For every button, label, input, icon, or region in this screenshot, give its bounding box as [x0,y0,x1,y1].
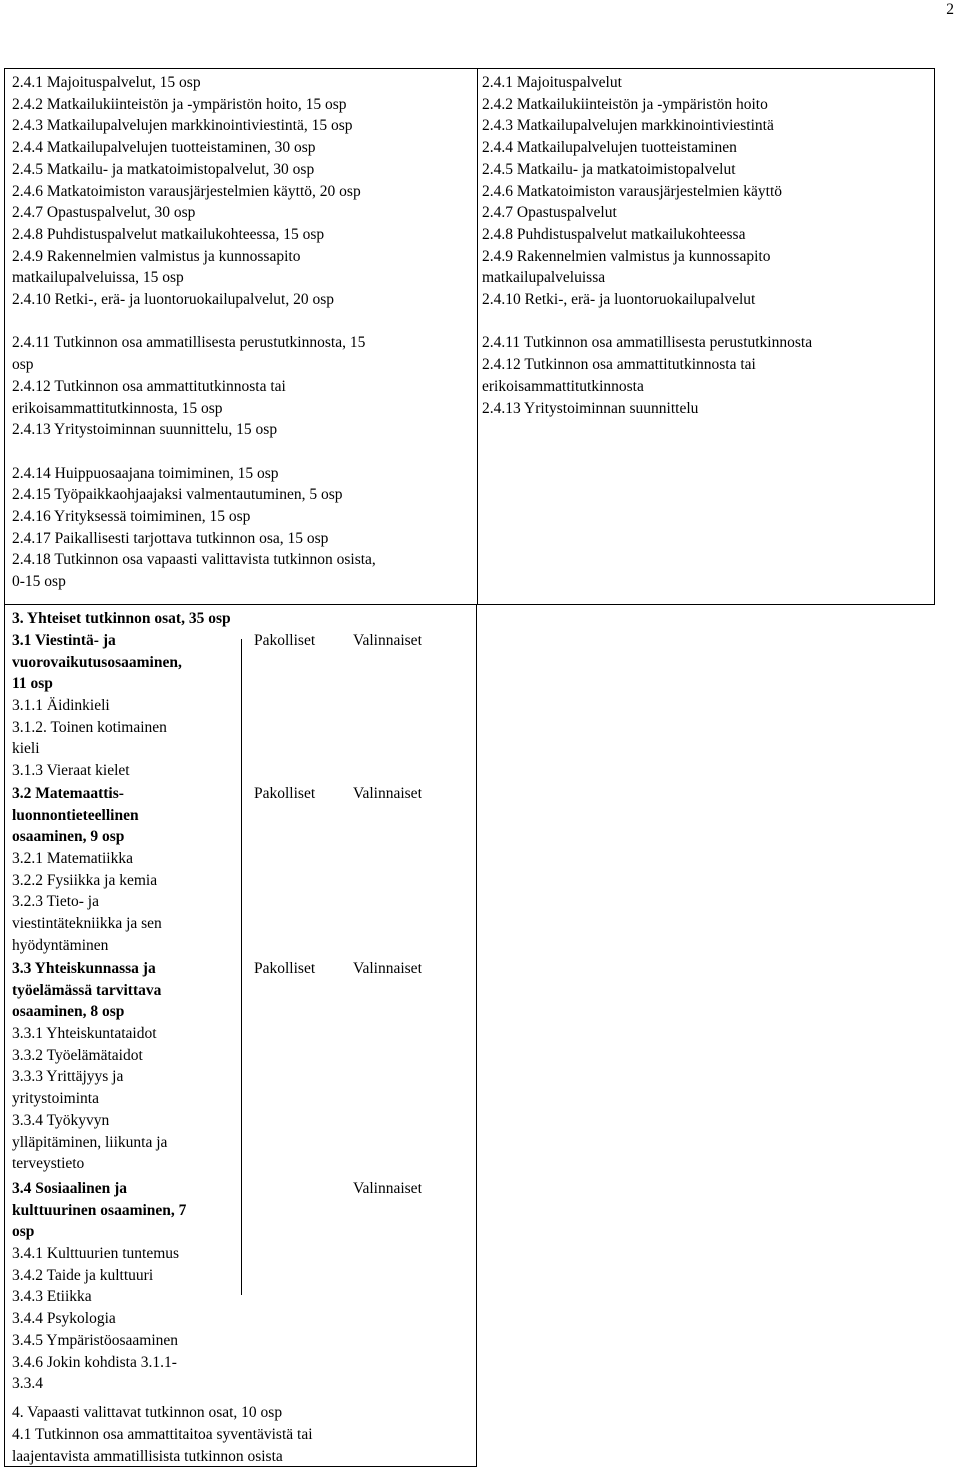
list-item: 2.4.13 Yritystoiminnan suunnittelu [482,399,699,417]
list-item: 2.4.12 Tutkinnon osa ammattitutkinnosta tai [12,377,286,395]
list-item: 0-15 osp [12,573,66,591]
list-item: 3.2.1 Matematiikka [12,850,133,867]
list-item: 3.1.3 Vieraat kielet [12,762,130,780]
list-item: 2.4.17 Paikallisesti tarjottava tutkinnon osa, 15 osp [12,529,329,547]
list-item: ylläpitäminen, liikunta ja [12,1133,168,1151]
list-item: 3.2.2 Fysiikka ja kemia [12,871,158,889]
column-mandatory-label: Pakolliset [254,785,316,802]
list-item: matkailupalveluissa [482,269,606,287]
list-item: terveystieto [12,1155,85,1173]
list-item: 3.4.4 Psykologia [12,1310,116,1328]
list-item: 2.4.9 Rakennelmien valmistus ja kunnossapito [482,247,771,265]
list-item: 3.4.3 Etiikka [12,1288,92,1306]
list-item: 2.4.14 Huippuosaajana toimiminen, 15 osp [12,464,279,482]
section-items-3-2 [12,848,237,957]
free-choice-item [12,1424,470,1467]
list-item: 2.4.2 Matkailukiinteistön ja -ympäristön hoito, 15 osp [12,95,347,113]
column-optional-label: Valinnaiset [353,785,422,802]
list-item: 3.1.2. Toinen kotimainen [12,718,167,736]
section-items-3-3 [12,1023,237,1175]
table-column-divider [241,639,242,1295]
list-item: 3.3.3 Yrittäjyys ja [12,1068,124,1086]
list-item: 2.4.7 Opastuspalvelut, 30 osp [12,204,196,222]
list-item: 2.4.8 Puhdistuspalvelut matkailukohteessa [482,225,746,243]
list-item: 2.4.1 Majoituspalvelut [482,74,622,91]
right-column-names [482,72,932,419]
list-item: laajentavista ammatillisista tutkinnon osista [12,1447,283,1465]
list-item: 2.4.11 Tutkinnon osa ammatillisesta perustutkinnosta, 15 [12,334,366,352]
list-item: 2.4.10 Retki-, erä- ja luontoruokailupalvelut, 20 osp [12,291,334,309]
section-heading-3-1: 3.1 Viestintä- ja vuorovaikutusosaaminen, 11 osp [12,632,182,693]
list-item: kieli [12,740,40,758]
list-item: 4.1 Tutkinnon osa ammattitaitoa syventävistä tai [12,1426,313,1443]
column-mandatory-label: Pakolliset [254,960,316,977]
left-column-credits [12,72,467,593]
column-mandatory-label: Pakolliset [254,632,316,649]
list-item: 3.3.1 Yhteiskuntataidot [12,1025,157,1042]
list-item: 2.4.9 Rakennelmien valmistus ja kunnossapito [12,247,301,265]
section-heading-3-4: 3.4 Sosiaalinen ja kulttuurinen osaaminen, 7 osp [12,1180,187,1241]
section-heading-3-3: 3.3 Yhteiskunnassa ja työelämässä tarvittava osaaminen, 8 osp [12,960,162,1021]
section-items-3-4 [12,1243,237,1395]
column-optional-label: Valinnaiset [353,632,422,649]
list-item: 2.4.11 Tutkinnon osa ammatillisesta perustutkinnosta [482,334,813,352]
column-optional-label: Valinnaiset [353,960,422,977]
list-item: 3.4.2 Taide ja kulttuuri [12,1266,154,1284]
list-item: 2.4.13 Yritystoiminnan suunnittelu, 15 osp [12,421,278,439]
list-item: 2.4.4 Matkailupalvelujen tuotteistaminen, 30 osp [12,139,316,157]
list-item: 3.1.1 Äidinkieli [12,697,110,714]
list-item: 2.4.10 Retki-, erä- ja luontoruokailupalvelut [482,291,756,309]
list-item: 2.4.5 Matkailu- ja matkatoimistopalvelut, 30 osp [12,160,315,178]
list-item: osp [12,356,34,374]
list-item: 3.2.3 Tieto- ja [12,893,99,911]
section-items-3-1 [12,695,237,782]
list-item: 3.4.6 Jokin kohdista 3.1.1- [12,1353,177,1371]
list-item: 2.4.8 Puhdistuspalvelut matkailukohteessa, 15 osp [12,225,325,243]
section-title-common: 3. Yhteiset tutkinnon osat, 35 osp [12,610,231,627]
common-units-table [4,605,477,1467]
list-item: yritystoiminta [12,1090,99,1108]
qualification-table-top [4,68,935,605]
list-item: 3.4.1 Kulttuurien tuntemus [12,1245,180,1262]
column-divider [477,69,478,604]
list-item: 2.4.5 Matkailu- ja matkatoimistopalvelut [482,160,736,178]
list-item: 2.4.15 Työpaikkaohjaajaksi valmentautuminen, 5 osp [12,486,343,504]
list-item: erikoisammattitutkinnosta [482,377,644,395]
list-item: 2.4.7 Opastuspalvelut [482,204,617,222]
list-item: matkailupalveluissa, 15 osp [12,269,184,287]
list-item: hyödyntäminen [12,936,109,954]
section-title-free: 4. Vapaasti valittavat tutkinnon osat, 10 osp [12,1404,283,1421]
list-item: viestintätekniikka ja sen [12,915,162,933]
list-item: 2.4.16 Yrityksessä toimiminen, 15 osp [12,508,251,526]
list-item: 2.4.4 Matkailupalvelujen tuotteistaminen [482,139,737,157]
list-item: 2.4.3 Matkailupalvelujen markkinointiviestintä, 15 osp [12,117,353,135]
list-item: 2.4.1 Majoituspalvelut, 15 osp [12,74,201,91]
list-item: 3.3.4 [12,1375,43,1393]
list-item: 2.4.2 Matkailukiinteistön ja -ympäristön hoito [482,95,768,113]
page-number: 2 [946,1,954,18]
list-item: 3.4.5 Ympäristöosaaminen [12,1331,179,1349]
list-item: 2.4.6 Matkatoimiston varausjärjestelmien käyttö [482,182,783,200]
section-heading-3-2: 3.2 Matemaattis- luonnontieteellinen osaaminen, 9 osp [12,785,139,846]
list-item: erikoisammattitutkinnosta, 15 osp [12,399,223,417]
list-item: 2.4.12 Tutkinnon osa ammattitutkinnosta tai [482,356,756,374]
list-item: 2.4.6 Matkatoimiston varausjärjestelmien käyttö, 20 osp [12,182,361,200]
list-item: 2.4.18 Tutkinnon osa vapaasti valittavista tutkinnon osista, [12,551,376,569]
list-item: 3.3.2 Työelämätaidot [12,1046,143,1064]
list-item: 2.4.3 Matkailupalvelujen markkinointiviestintä [482,117,774,135]
list-item: 3.3.4 Työkyvyn [12,1111,110,1129]
column-optional-label: Valinnaiset [353,1180,422,1197]
